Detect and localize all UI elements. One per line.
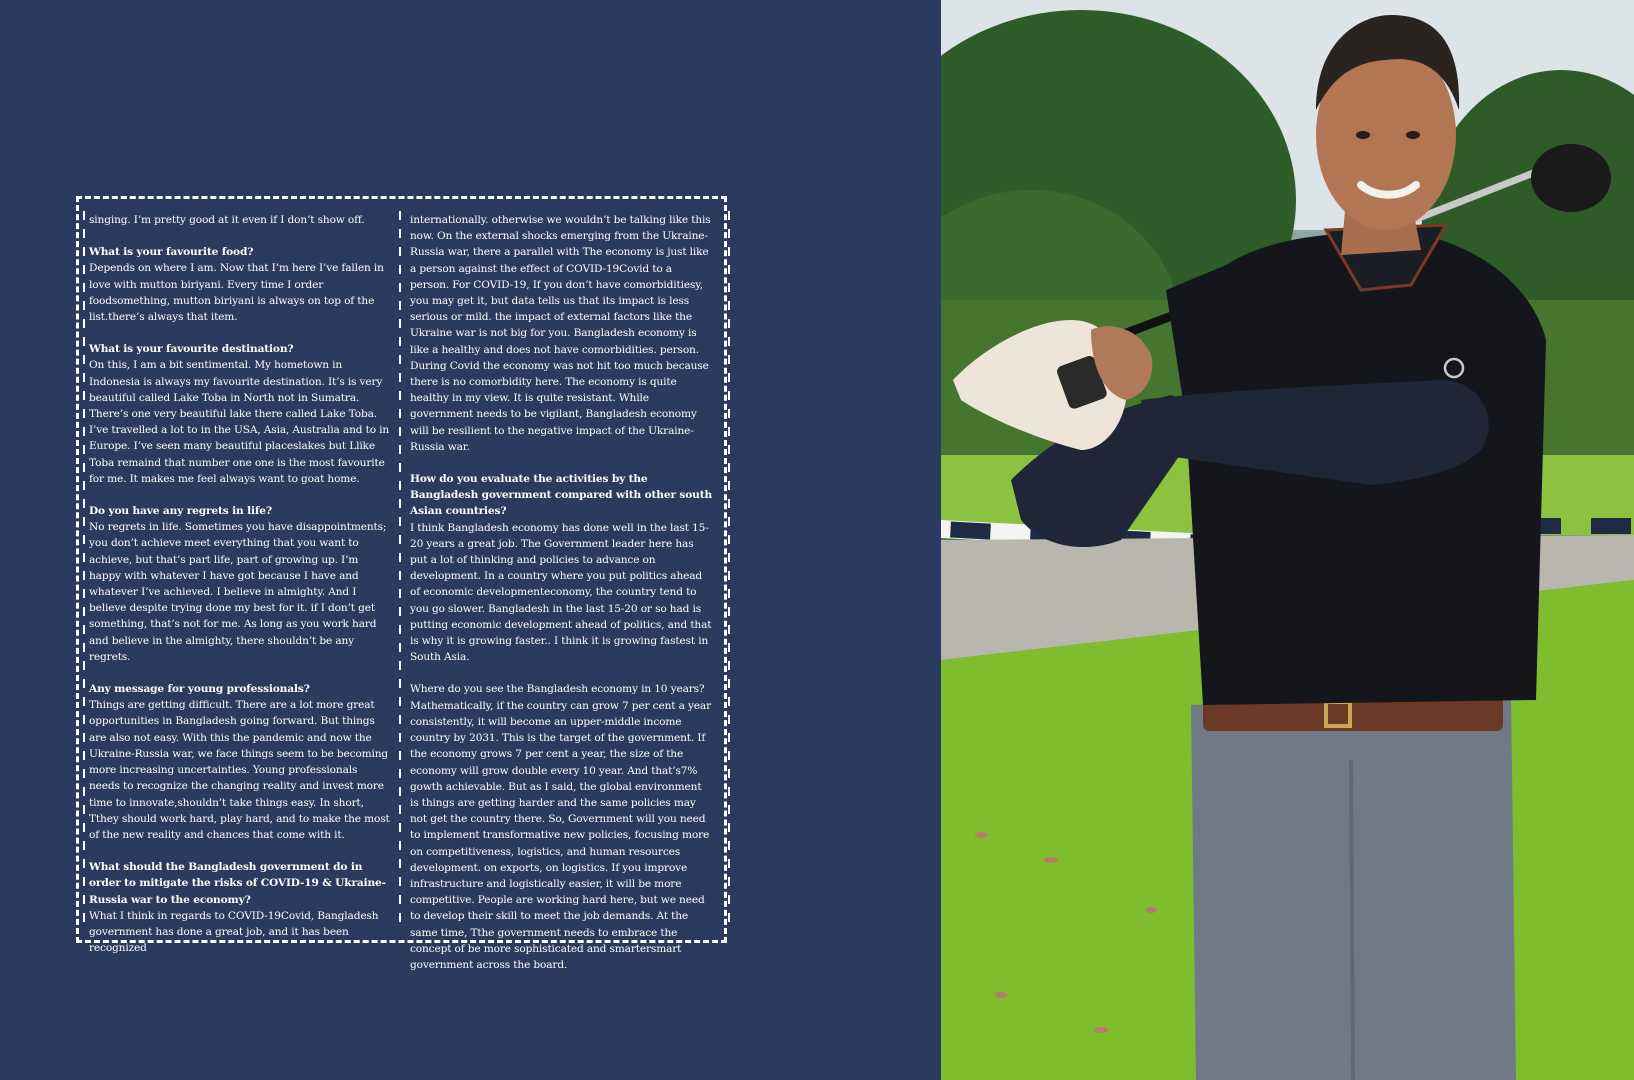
interview-column-1	[89, 212, 391, 972]
answer-government: What I think in regards to COVID-19Covid, Bangladesh government has done a great job, and it has been recognized	[89, 909, 379, 955]
golfer-photo	[941, 0, 1634, 1080]
answer-regrets: No regrets in life. Sometimes you have disappointments; you don’t achieve meet everything that you want to achieve, but that’s part life, part of growing up. I’m happy with whatever I have got because I have and whatever I’ve achieved. I believe in almighty. And I believe despite trying done my best for it. if I don’t get something, that’s not for me. As long as you work hard and believe in the almighty, there shouldn’t be any regrets.	[89, 521, 387, 663]
answer-evaluation: I think Bangladesh economy has done well in the last 15-20 years a great job. The Government leader here has put a lot of thinking and policies to advance on development. In a country where you put politics ahead of economic developmenteconomy, the country tend to you go slower. Bangladesh in the last 15-20 or so had is putting economic development ahead of politics, and that is why it is growing faster.. I think it is growing fastest in South Asia.	[410, 521, 712, 664]
answer-destination: On this, I am a bit sentimental. My hometown in Indonesia is always my favourite destination. It’s is very beautiful called Lake Toba in North not in Sumatra. There’s one very beautiful lake there called Lake Toba. I’ve travelled a lot to in the USA, Asia, Australia and to in Europe. I’ve seen many beautiful placeslakes but Llike Toba remaind that number one one is the most favourite for me. It makes me feel always want to goat home.	[89, 359, 390, 485]
answer-government-continued: internationally. otherwise we wouldn’t be talking like this now. On the external shocks emerging from the Ukraine-Russia war, there a parallel with The economy is just like a person against the effect of COVID-19Covid to a person. For COVID-19, If you don’t have comorbiditiesy, you may get it, but data tells us that its impact is less serious or mild. the impact of external factors like the Ukraine war is not big for you. Bangladesh economy is like a healthy and does not have comorbidities. person. During Covid the economy was not hit too much because there is no comorbidity here. The economy is quite healthy in my view. It is quite resistant. While government needs to be vigilant, Bangladesh economy will be resilient to the negative impact of the Ukraine-Russia war.	[410, 214, 711, 453]
dashed-rule-middle	[399, 211, 401, 923]
golf-club-head	[1531, 144, 1611, 212]
intro-text: singing. I’m pretty good at it even if I don’t show off.	[89, 214, 365, 226]
question-food: What is your favourite food?	[89, 246, 254, 259]
answer-young-professionals: Things are getting difficult. There are a lot more great opportunities in Bangladesh going forward. But things are also not easy. With this the pandemic and now the Ukraine-Russia war, we face things seem to be becoming more increasing uncertainties. Young professionals needs to recognize the changing reality and invest more time to innovate,shouldn’t take things easy. In short, Tthey should work hard, play hard, and to make the most of the new reality and chances that come with it.	[89, 699, 390, 841]
eye-right	[1406, 131, 1420, 139]
leaf	[975, 832, 987, 838]
dashed-rule-right	[728, 211, 730, 923]
question-evaluation: How do you evaluate the activities by the Bangladesh government compared with other south Asian countries?	[410, 473, 712, 518]
question-government: What should the Bangladesh government do in order to mitigate the risks of COVID-19 & Ukraine-Russia war to the economy?	[89, 861, 386, 906]
interview-box	[76, 196, 727, 971]
question-young-professionals: Any message for young professionals?	[89, 683, 310, 696]
answer-food: Depends on where I am. Now that I’m here I’ve fallen in love with mutton biriyani. Every time I order foodsomething, mutton biriyani is always on top of the list.there’s always that item.	[89, 262, 384, 324]
interview-column-2	[410, 212, 712, 989]
question-destination: What is your favourite destination?	[89, 343, 294, 356]
question-regrets: Do you have any regrets in life?	[89, 505, 272, 518]
dashed-rule-left	[83, 211, 85, 923]
golfer-photo-illustration	[941, 0, 1634, 1080]
eye-left	[1356, 131, 1370, 139]
answer-future-economy: Where do you see the Bangladesh economy in 10 years? Mathematically, if the country can grow 7 per cent a year consistently, it will become an upper-middle income country by 2031. This is the target of the government. If the economy grows 7 per cent a year, the size of the economy will grow double every 10 year. And that’s7% gowth achievable. But as I said, the global environment is things are getting harder and the same policies may not get the country there. So, Government will you need to implement transformative new policies, focusing more on competitiveness, logistics, and human resources development. on exports, on logistics. If you improve infrastructure and logistically easier, it will be more competitive. People are working hard here, but we need to develop their skill to meet the job demands. At the same time, Tthe government needs to embrace the concept of be more sophisticated and smartersmart government across the board.	[410, 683, 711, 971]
